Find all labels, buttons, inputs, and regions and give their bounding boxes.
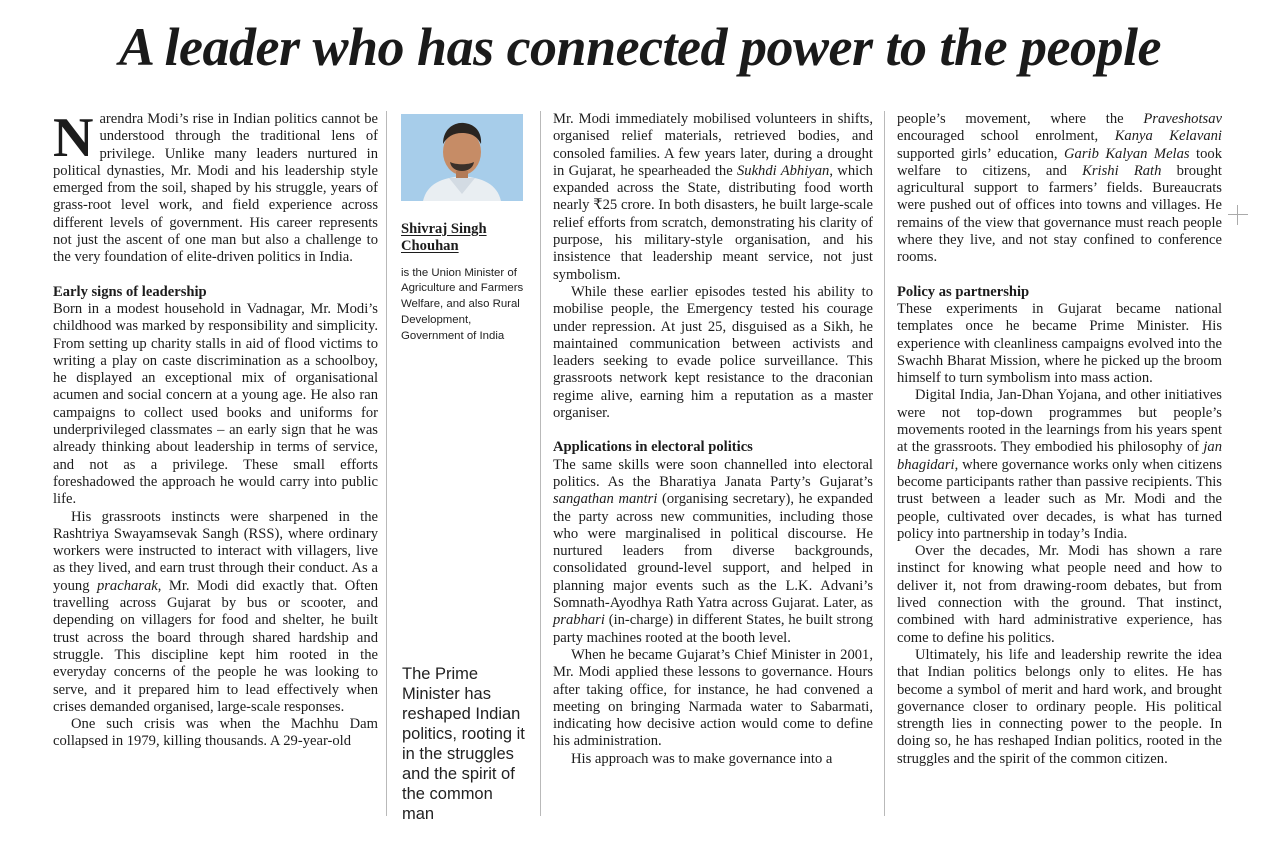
body-paragraph: When he became Gujarat’s Chief Minister in 2001, Mr. Modi applied these lessons to governance. Hours after taking office, for instance, he had convened a meeting on bringing Narmada water to Sabarmati, indicating how decisive action would come to define his administration. [553, 646, 873, 750]
body-paragraph: One such crisis was when the Machhu Dam collapsed in 1979, killing thousands. A 29-year-old [53, 716, 378, 750]
author-photo-icon [401, 114, 523, 201]
body-paragraph: Mr. Modi immediately mobilised volunteers in shifts, organised relief materials, retrieved bodies, and consoled families. A few years later, during a drought in Gujarat, he spearheaded the Sukhdi Abhiyan, which expanded across the State, distributing food worth nearly ₹25 crore. In both disasters, he built large-scale relief efforts from scratch, demonstrating his clarity of purpose, his military-style organisation, and his insistence that leadership meant service, not just symbolism. [553, 111, 873, 283]
crosshair-icon [1228, 205, 1248, 225]
column-rule [884, 111, 885, 816]
body-paragraph: Over the decades, Mr. Modi has shown a rare instinct for knowing what people need and how to deliver it, not from drawing-room debates, but from lived connection with the ground. That instinct, combined with hard administrative experience, has come to define his politics. [897, 543, 1222, 646]
body-paragraph: Born in a modest household in Vadnagar, Mr. Modi’s childhood was marked by responsibility and simplicity. From setting up charity stalls in aid of flood victims to writing a play on caste discrimination as a schoolboy, he displayed an exceptional mix of organisational acumen and social concern at a young age. He also ran campaigns to collect used books and uniforms for underprivileged classmates – an early sign that he was already thinking about leadership in terms of service, and not as a privilege. These small efforts foreshadowed the approach he would carry into public life. [53, 300, 378, 508]
intro-text: arendra Modi’s rise in Indian politics cannot be understood through the traditional lens of privilege. Unlike many leaders nurtured in political dynasties, Mr. Modi and his leadership style emerged from the soil, shaped by his struggle, years of grass-root level work, and field experience across different levels of government. His career represents not just the ascent of one man but also a challenge to the very foundation of elite-driven politics in India. [53, 111, 378, 266]
author-portrait [401, 114, 523, 201]
article-column-1 [53, 107, 378, 751]
body-paragraph: These experiments in Gujarat became national templates once he became Prime Minister. His experience with cleanliness campaigns evolved into the Swachh Bharat Mission, where he picked up the broom himself to turn symbolism into mass action. [897, 300, 1222, 387]
headline: A leader who has connected power to the people [119, 17, 1161, 77]
author-bio: is the Union Minister of Agriculture and Farmers Welfare, and also Rural Development, Government of India [401, 266, 524, 342]
section-heading: Early signs of leadership [53, 283, 207, 300]
intro-paragraph [53, 107, 378, 267]
section-heading: Policy as partnership [897, 283, 1030, 300]
body-paragraph: Digital India, Jan-Dhan Yojana, and other initiatives were not top-down programmes but people’s movements rooted in the learnings from his years spent at the grassroots. They embodied his philosophy of jan bhagidari, where governance works only when citizens become participants rather than passive recipients. This trust between a leader such as Mr. Modi and the people, cultivated over decades, is what has turned policy into partnership in today’s India. [897, 387, 1222, 542]
article-column-4 [897, 111, 1222, 768]
body-paragraph: His approach was to make governance into a [571, 750, 833, 767]
author-box [401, 114, 526, 345]
body-paragraph: The same skills were soon channelled into electoral politics. As the Bharatiya Janata Party’s Gujarat’s sangathan mantri (organising secretary), he expanded the party across new communities, including those who were marginalised in political discourse. He nurtured leaders from diverse backgrounds, consolidated ground-level support, and helped in planning major events such as the L.K. Advani’s Somnath-Ayodhya Rath Yatra across Gujarat. Later, as prabhari (in-charge) in different States, he built strong party machines rooted at the booth level. [553, 456, 873, 646]
author-name: Shivraj Singh Chouhan [401, 221, 487, 255]
body-paragraph: people’s movement, where the Praveshotsav encouraged school enrolment, Kanya Kelavani supported girls’ education, Garib Kalyan Melas took welfare to citizens, and Krishi Rath brought agricultural support to farmers’ fields. Bureaucrats were pushed out of offices into towns and villages. He remains of the view that governance must reach people where they live, and not stay confined to conference rooms. [897, 111, 1222, 266]
body-paragraph: His grassroots instincts were sharpened in the Rashtriya Swayamsevak Sangh (RSS), where ordinary workers were instructed to interact with villagers, live as they lived, and earn trust through their conduct. As a young pracharak, Mr. Modi did exactly that. Often travelling across Gujarat by bus or scooter, and depending on villagers for food and shelter, he built trust across the board through shared hardship and struggle. This discipline kept him rooted in the everyday concerns of the people he was looking to serve, and it prepared him to lead effectively when crises demanded organised, large-scale responses. [53, 508, 378, 715]
body-paragraph: While these earlier episodes tested his ability to mobilise people, the Emergency tested his courage under repression. At just 25, disguised as a Sikh, he maintained communication between activists and leaders seeking to evade police surveillance. This grassroots network kept resistance to the draconian regime alive, earning him a reputation as a master organiser. [553, 283, 873, 422]
dropcap: N [53, 107, 94, 169]
column-rule [386, 111, 387, 816]
column-rule [540, 111, 541, 816]
section-heading: Applications in electoral politics [553, 439, 753, 456]
pull-quote: The Prime Minister has reshaped Indian politics, rooting it in the struggles and the spirit of the common man [402, 665, 525, 823]
article-column-3 [553, 111, 873, 768]
body-paragraph: Ultimately, his life and leadership rewrite the idea that Indian politics belongs only to elites. He has become a symbol of merit and hard work, and brought governance closer to ordinary people. His political strength lies in connecting power to the people. In doing so, he has reshaped Indian politics, rooted in the struggles and the spirit of the common citizen. [897, 646, 1222, 767]
